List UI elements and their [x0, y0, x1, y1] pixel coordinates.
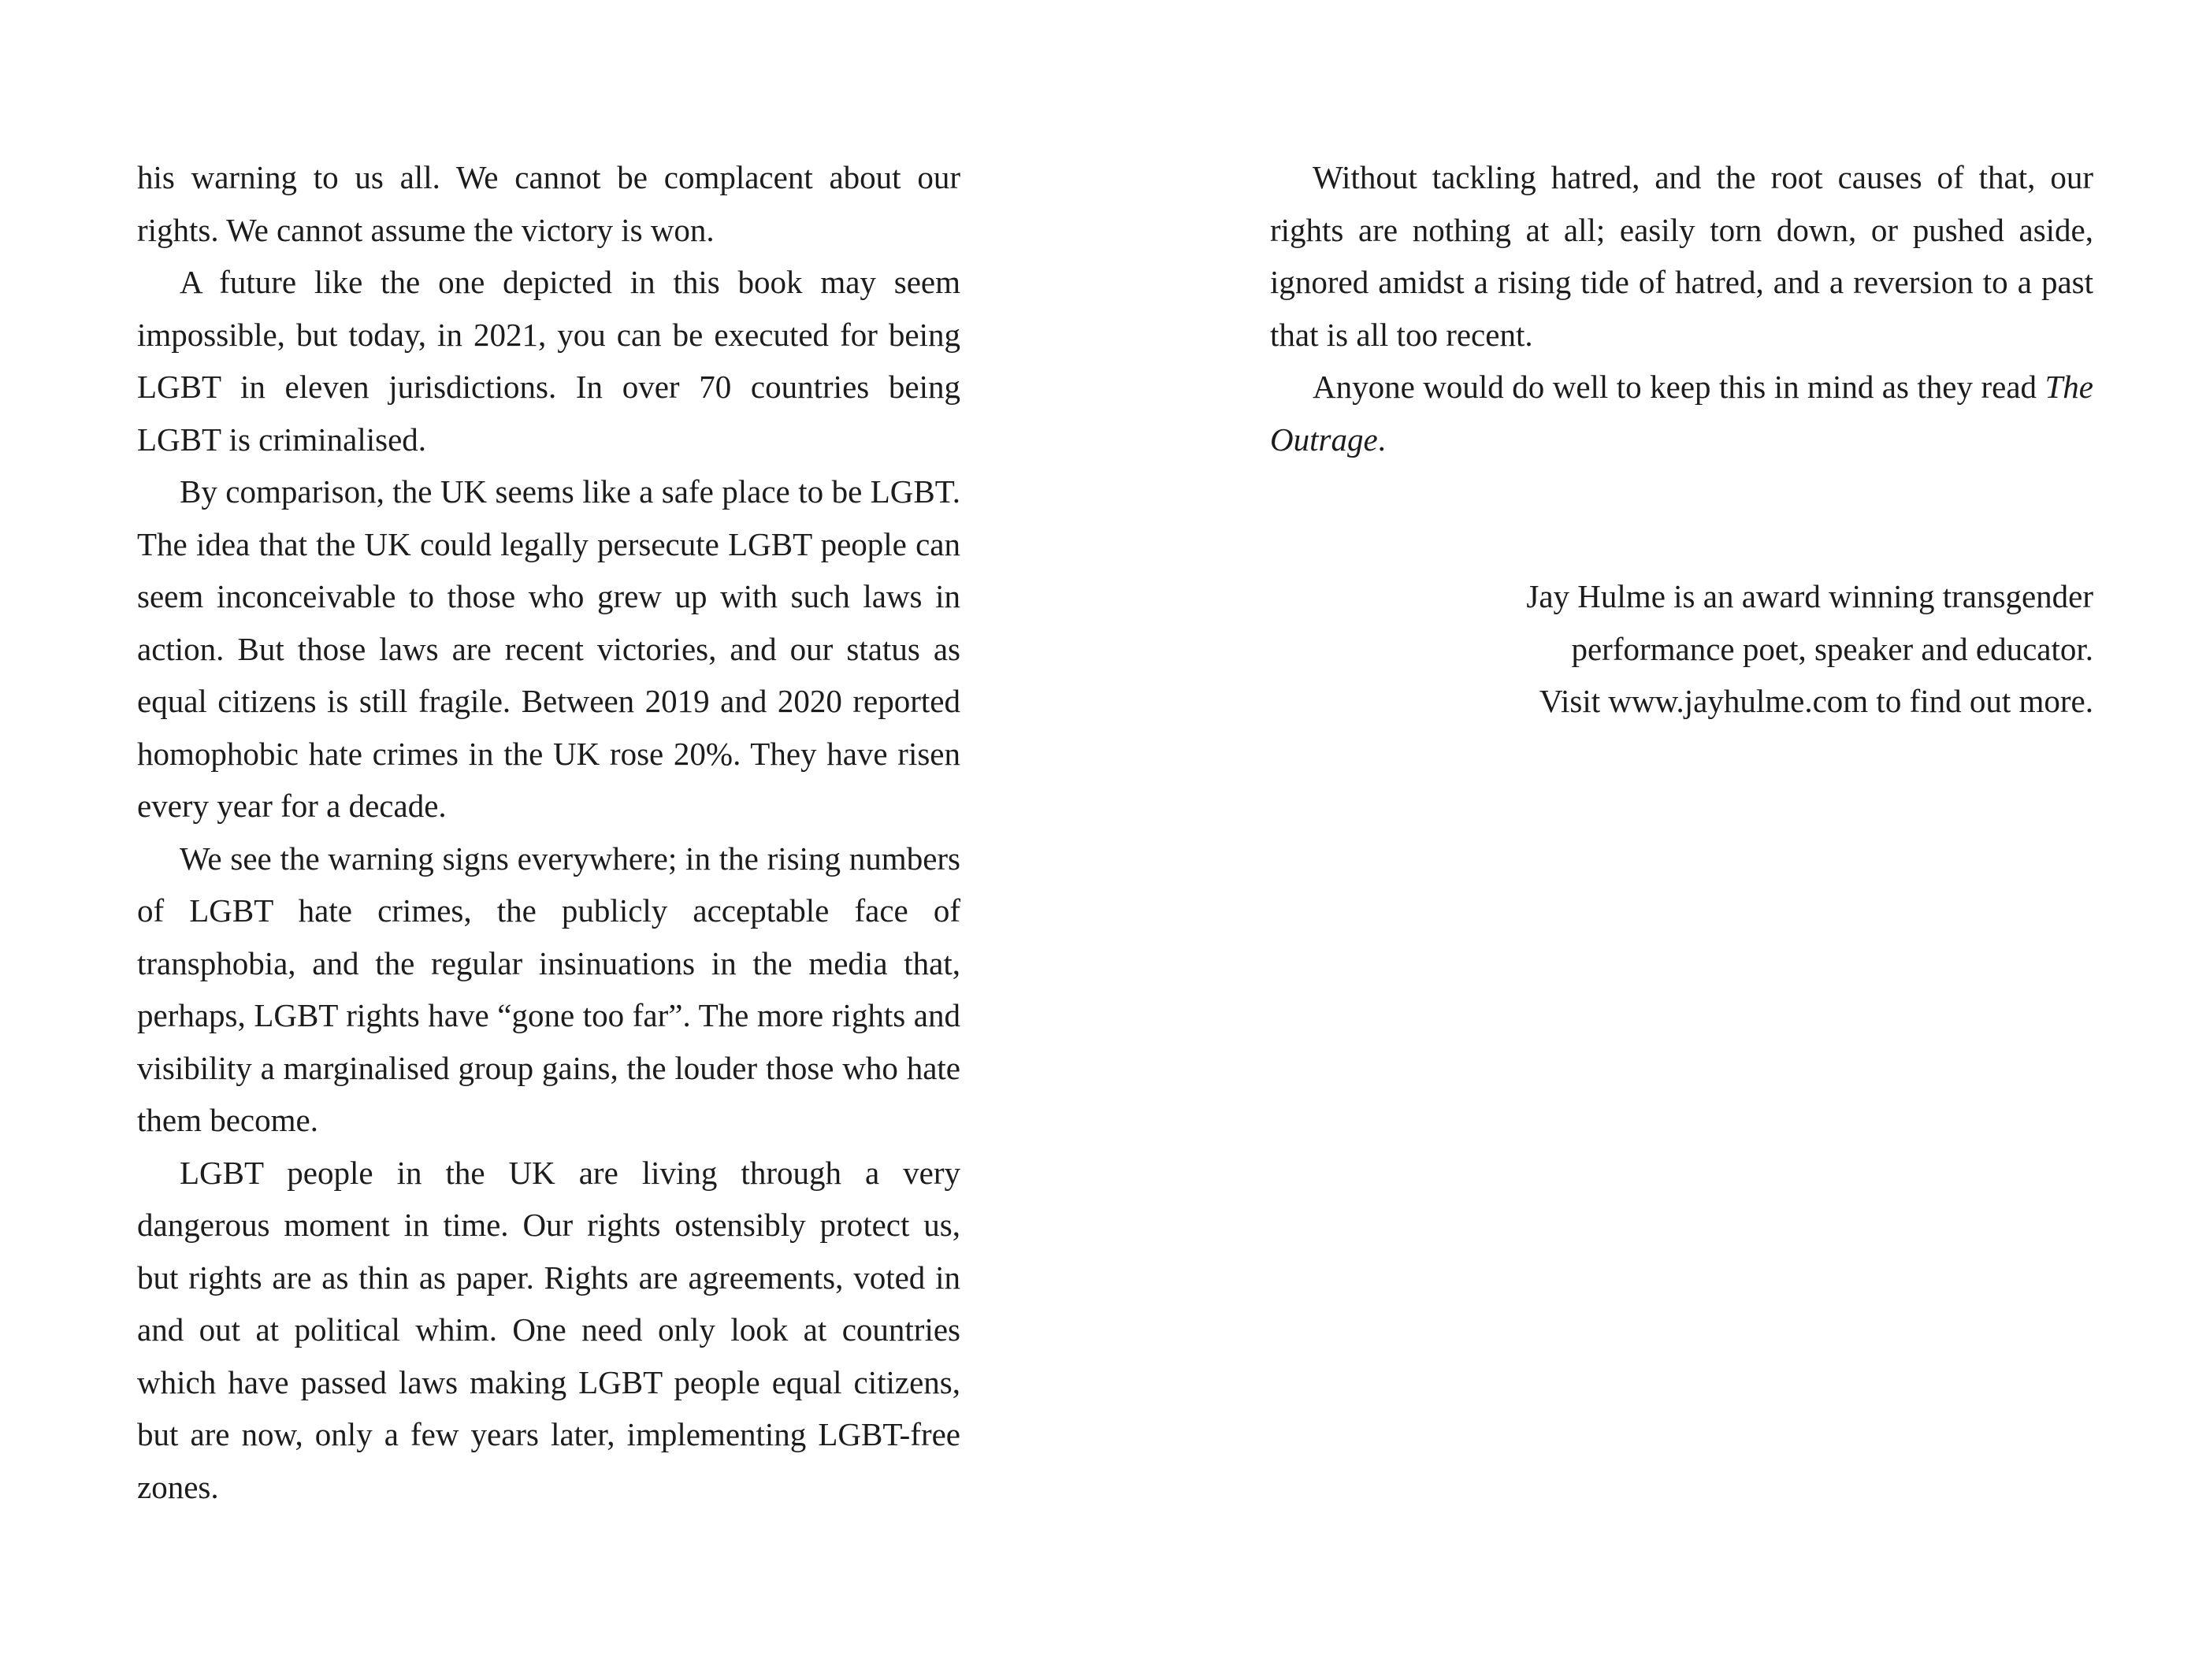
- author-bio: [1270, 570, 2093, 728]
- left-page: [137, 151, 960, 1513]
- paragraph-keep-in-mind: [1270, 361, 2093, 465]
- right-page: [1270, 151, 2093, 728]
- paragraph-continuation: his warning to us all. We cannot be complacent about our rights. We cannot assume the victory is won.: [137, 159, 960, 248]
- paragraph-comparison: By comparison, the UK seems like a safe place to be LGBT. The idea that the UK could legally persecute LGBT people can seem inconceivable to those who grew up with such laws in action. But those laws are recent victories, and our status as equal citizens is still fragile. Between 2019 and 2020 reported homophobic hate crimes in the UK rose 20%. They have risen every year for a decade.: [137, 473, 960, 824]
- paragraph-keep-in-mind-end: .: [1377, 421, 1386, 458]
- bio-line-3: Visit www.jayhulme.com to find out more.: [1539, 683, 2093, 719]
- bio-line-2: performance poet, speaker and educator.: [1571, 630, 2093, 667]
- paragraph-dangerous-moment: LGBT people in the UK are living through a very dangerous moment in time. Our rights ostensibly protect us, but rights are as thin as paper. Rights are agreements, voted in and out at political whim. One need only look at countries which have passed laws making LGBT people equal citizens, but are now, only a few years later, implementing LGBT-free zones.: [137, 1154, 960, 1505]
- paragraph-tackling-hatred: Without tackling hatred, and the root causes of that, our rights are nothing at all; easily torn down, or pushed aside, ignored amidst a rising tide of hatred, and a reversion to a past that is all too recent.: [1270, 159, 2093, 353]
- bio-line-1: Jay Hulme is an award winning transgender: [1526, 578, 2093, 614]
- paragraph-future: A future like the one depicted in this book may seem impossible, but today, in 2021, you can be executed for being LGBT in eleven jurisdictions. In over 70 countries being LGBT is criminalised.: [137, 264, 960, 458]
- paragraph-warning-signs: We see the warning signs everywhere; in the rising numbers of LGBT hate crimes, the publicly acceptable face of transphobia, and the regular insinuations in the media that, perhaps, LGBT rights have “gone too far”. The more rights and visibility a marginalised group gains, the louder those who hate them become.: [137, 840, 960, 1138]
- paragraph-keep-in-mind-text: Anyone would do well to keep this in mind as they read: [1313, 369, 2037, 405]
- book-title: The Outrage: [1270, 369, 2093, 458]
